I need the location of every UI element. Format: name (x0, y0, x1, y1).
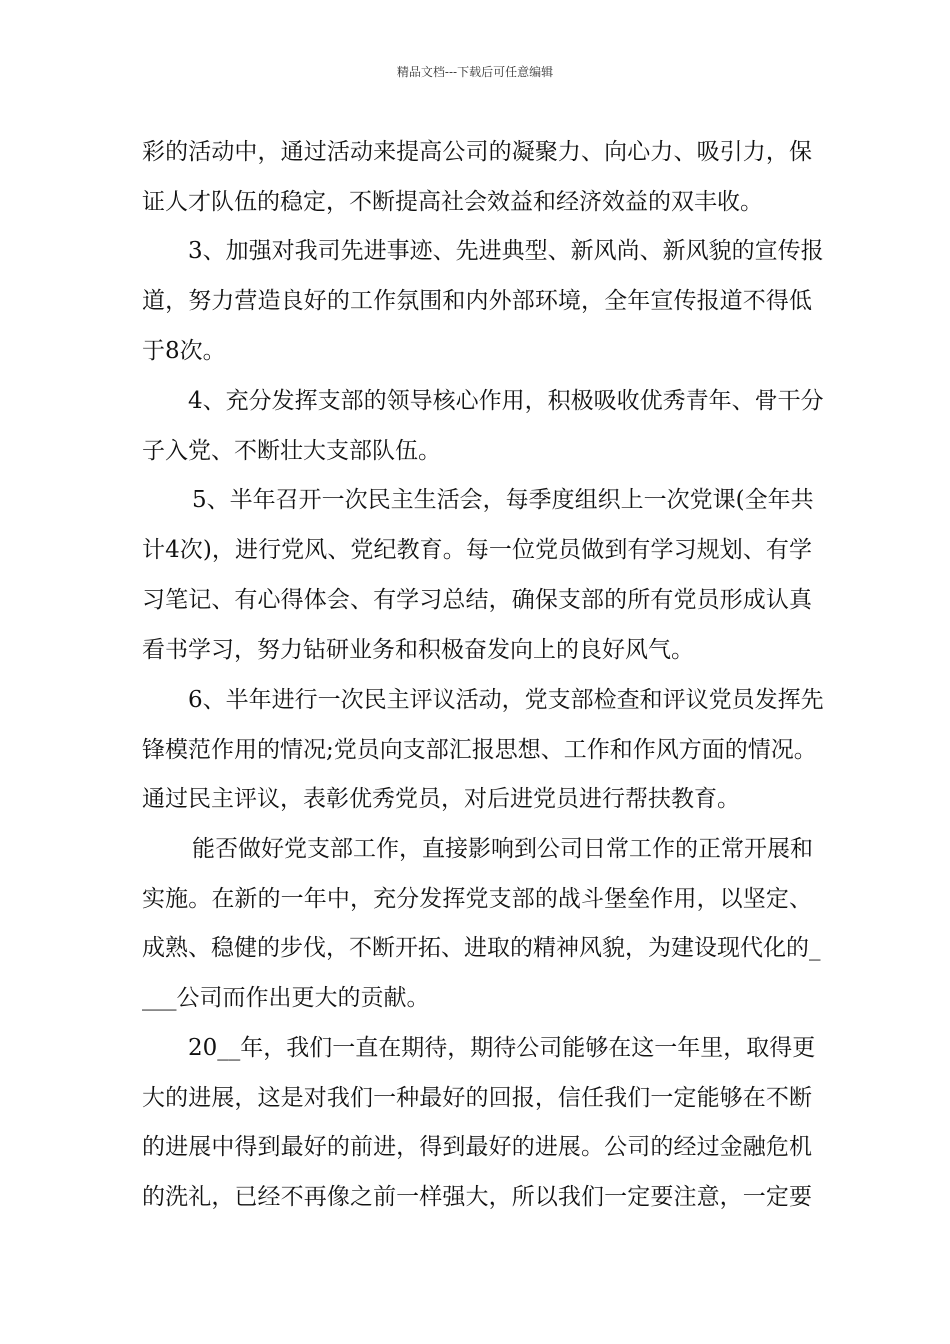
text-line: 彩的活动中，通过活动来提高公司的凝聚力、向心力、吸引力，保 (142, 139, 812, 165)
text-line: 能否做好党支部工作，直接影响到公司日常工作的正常开展和 (192, 836, 813, 862)
text-line: 看书学习，努力钻研业务和积极奋发向上的良好风气。 (142, 637, 694, 663)
text-line: 大的进展，这是对我们一种最好的回报，信任我们一定能够在不断 (142, 1085, 812, 1111)
text-line: 成熟、稳健的步伐，不断开拓、进取的精神风貌，为建设现代化的_ (142, 935, 821, 961)
text-line: 实施。在新的一年中，充分发挥党支部的战斗堡垒作用，以坚定、 (142, 886, 812, 912)
text-line: 证人才队伍的稳定，不断提高社会效益和经济效益的双丰收。 (142, 189, 763, 215)
text-line: 通过民主评议，表彰优秀党员，对后进党员进行帮扶教育。 (142, 786, 740, 812)
text-line: 3、加强对我司先进事迹、先进典型、新风尚、新风貌的宣传报 (188, 238, 824, 264)
text-line: 的进展中得到最好的前进，得到最好的进展。公司的经过金融危机 (142, 1134, 812, 1160)
text-line: 子入党、不断壮大支部队伍。 (142, 438, 441, 464)
text-line: 锋模范作用的情况;党员向支部汇报思想、工作和作风方面的情况。 (142, 737, 817, 763)
text-line: 的洗礼，已经不再像之前一样强大，所以我们一定要注意，一定要 (142, 1184, 812, 1210)
text-line: 习笔记、有心得体会、有学习总结，确保支部的所有党员形成认真 (142, 587, 812, 613)
text-line: 5、半年召开一次民主生活会，每季度组织上一次党课(全年共 (192, 487, 814, 513)
text-line: 20__年，我们一直在期待，期待公司能够在这一年里，取得更 (188, 1035, 816, 1061)
page-header: 精品文档---下载后可任意编辑 (396, 65, 554, 79)
text-line: 6、半年进行一次民主评议活动，党支部检查和评议党员发挥先 (188, 687, 824, 713)
text-line: 道，努力营造良好的工作氛围和内外部环境，全年宣传报道不得低 (142, 288, 812, 314)
text-line: 于8次。 (142, 338, 226, 364)
text-line: 计4次)，进行党风、党纪教育。每一位党员做到有学习规划、有学 (142, 537, 812, 563)
text-line: 4、充分发挥支部的领导核心作用，积极吸收优秀青年、骨干分 (188, 388, 824, 414)
text-line: ___公司而作出更大的贡献。 (142, 985, 430, 1011)
